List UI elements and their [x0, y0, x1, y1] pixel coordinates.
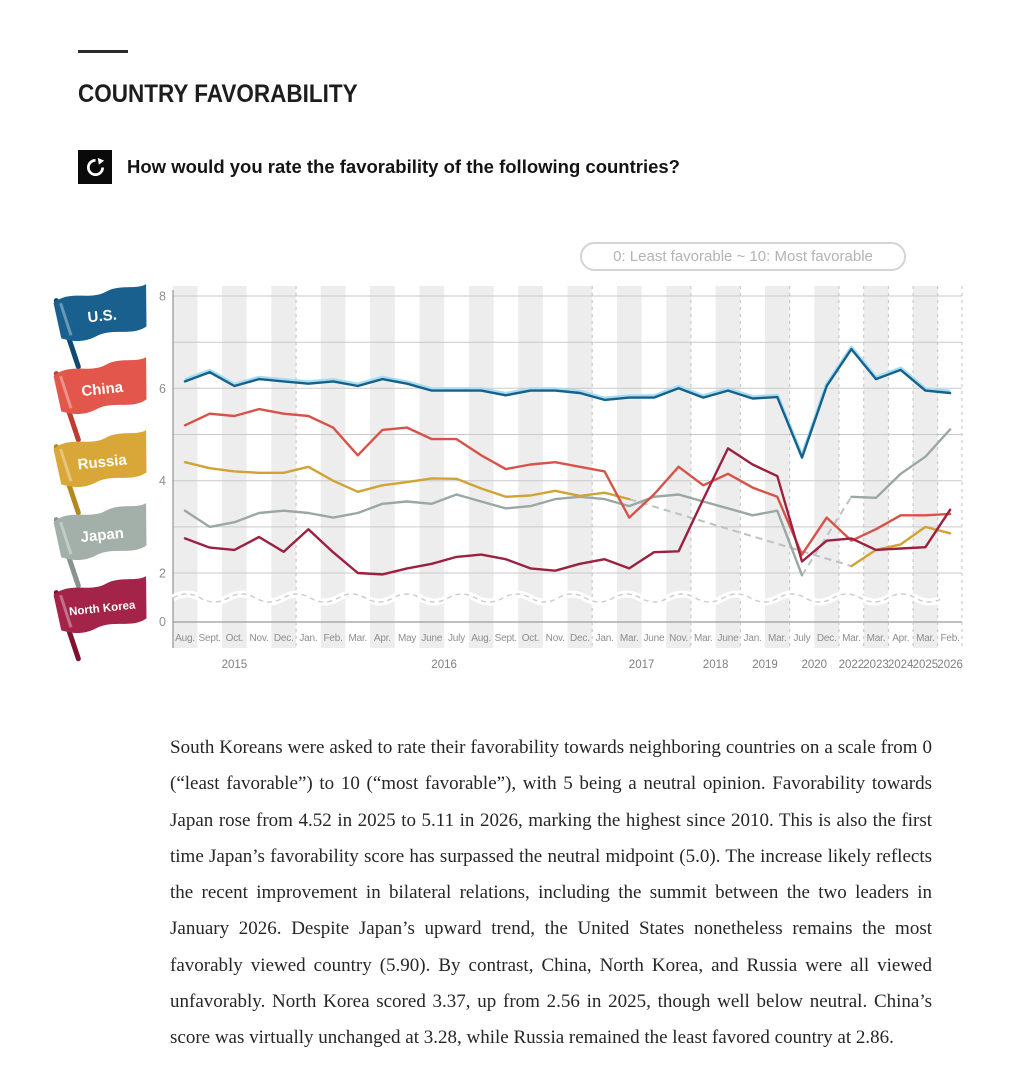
svg-text:Dec.: Dec. [816, 633, 837, 644]
svg-text:Nov.: Nov. [669, 633, 689, 644]
svg-text:2: 2 [159, 566, 166, 581]
svg-text:6: 6 [159, 381, 166, 396]
favorability-chart [140, 280, 980, 680]
svg-text:Japan: Japan [79, 524, 125, 547]
svg-text:2020: 2020 [801, 659, 828, 671]
svg-text:2023: 2023 [863, 659, 889, 671]
svg-text:Feb.: Feb. [940, 633, 960, 644]
svg-text:2025: 2025 [912, 659, 939, 671]
svg-text:2024: 2024 [887, 659, 914, 671]
survey-question-row [78, 150, 680, 184]
svg-text:2016: 2016 [431, 659, 457, 671]
page-title: COUNTRY FAVORABILITY [78, 80, 358, 108]
svg-text:June: June [717, 633, 739, 644]
svg-text:Russia: Russia [76, 451, 128, 474]
decorative-rule [78, 50, 128, 53]
favorability-line-chart [140, 280, 980, 680]
svg-text:Mar.: Mar. [916, 633, 935, 644]
svg-text:2022: 2022 [838, 659, 865, 671]
svg-text:May: May [397, 633, 417, 644]
svg-text:July: July [793, 633, 811, 644]
svg-text:2015: 2015 [221, 659, 248, 671]
svg-text:Jan.: Jan. [595, 633, 614, 644]
svg-text:Jan.: Jan. [299, 633, 318, 644]
svg-text:Feb.: Feb. [323, 633, 343, 644]
analysis-paragraph: South Koreans were asked to rate their favorability towards neighboring countries on a scale from 0 (“least favorable”) to 10 (“most favorable”), with 5 being a neutral opinion. Favorability towards Japan rose from 4.52 in 2025 to 5.11 in 2026, marking the highest since 2010. This is also the first time Japan’s favorability score has surpassed the neutral midpoint (5.0). The increase likely reflects the recent improvement in bilateral relations, including the summit between the two leaders in January 2026. Despite Japan’s upward trend, the United States nonetheless remains the most favorably viewed country (5.90). By contrast, China, North Korea, and Russia were all viewed unfavorably. North Korea scored 3.37, up from 2.56 in 2025, though well below neutral. China’s score was virtually unchanged at 3.28, while Russia remained the least favored country at 2.86. [170, 737, 932, 1049]
svg-text:Dec.: Dec. [273, 633, 294, 644]
refresh-icon [78, 150, 112, 184]
svg-text:Nov.: Nov. [249, 633, 269, 644]
svg-text:4: 4 [159, 474, 166, 489]
svg-text:Mar.: Mar. [767, 633, 787, 644]
svg-text:2018: 2018 [702, 659, 729, 671]
svg-text:Aug.: Aug. [175, 633, 195, 644]
svg-text:June: June [643, 633, 665, 644]
svg-text:Sept.: Sept. [494, 633, 517, 644]
svg-text:U.S.: U.S. [86, 306, 118, 327]
svg-text:Mar.: Mar. [842, 633, 861, 644]
svg-text:2026: 2026 [937, 659, 963, 671]
svg-text:Mar.: Mar. [619, 633, 639, 644]
svg-text:Oct.: Oct. [225, 633, 244, 644]
svg-text:Oct.: Oct. [521, 633, 540, 644]
svg-text:Mar.: Mar. [348, 633, 368, 644]
svg-text:July: July [448, 633, 465, 644]
svg-text:2017: 2017 [628, 659, 655, 671]
svg-text:Jan.: Jan. [743, 633, 762, 644]
svg-text:Mar.: Mar. [693, 633, 713, 644]
svg-text:Aug.: Aug. [471, 633, 492, 644]
svg-text:Sept.: Sept. [198, 633, 221, 644]
svg-text:Nov.: Nov. [545, 633, 565, 644]
svg-text:June: June [421, 633, 443, 644]
svg-text:0: 0 [159, 615, 166, 629]
svg-text:Dec.: Dec. [570, 633, 590, 644]
scale-note-pill: 0: Least favorable ~ 10: Most favorable [580, 242, 906, 271]
survey-question: How would you rate the favorability of the following countries? [127, 156, 680, 177]
svg-text:Mar.: Mar. [866, 633, 886, 644]
svg-text:China: China [80, 378, 124, 401]
svg-text:2019: 2019 [752, 659, 778, 671]
svg-text:North Korea: North Korea [68, 599, 136, 619]
svg-text:Apr.: Apr. [892, 633, 910, 644]
svg-text:Apr.: Apr. [373, 633, 391, 644]
svg-text:8: 8 [159, 289, 166, 304]
